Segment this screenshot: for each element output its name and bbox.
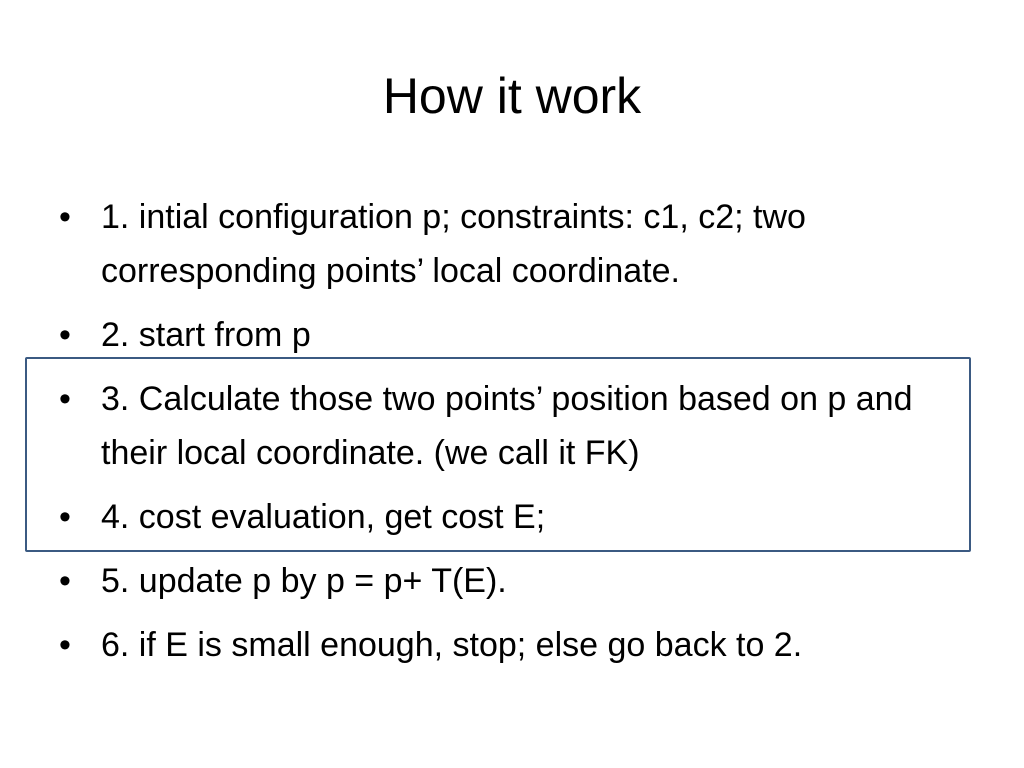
slide-title: How it work [382, 68, 642, 124]
bullet-icon: • [59, 626, 71, 664]
bullet-text-5: 5. update p by p = p+ T(E). [101, 562, 507, 600]
bullet-icon: • [59, 198, 71, 236]
bullet-text-6: 6. if E is small enough, stop; else go back to 2. [101, 626, 803, 664]
bullet-item-1 [59, 190, 959, 298]
bullet-item-3 [59, 372, 959, 480]
bullet-text-3: 3. Calculate those two points’ position based on p and their local coordinate. (we call it FK) [101, 380, 913, 472]
bullet-item-5 [59, 554, 959, 608]
bullet-text-2: 2. start from p [101, 316, 311, 354]
bullet-item-4 [59, 490, 959, 544]
bullet-item-2 [59, 308, 959, 362]
bullet-icon: • [59, 380, 71, 418]
bullet-icon: • [59, 498, 71, 536]
bullet-text-4: 4. cost evaluation, get cost E; [101, 498, 546, 536]
bullet-item-6 [59, 618, 959, 672]
bullet-list [59, 190, 959, 682]
bullet-icon: • [59, 562, 71, 600]
bullet-icon: • [59, 316, 71, 354]
bullet-text-1: 1. intial configuration p; constraints: c1, c2; two corresponding points’ local coordinate. [101, 198, 806, 290]
